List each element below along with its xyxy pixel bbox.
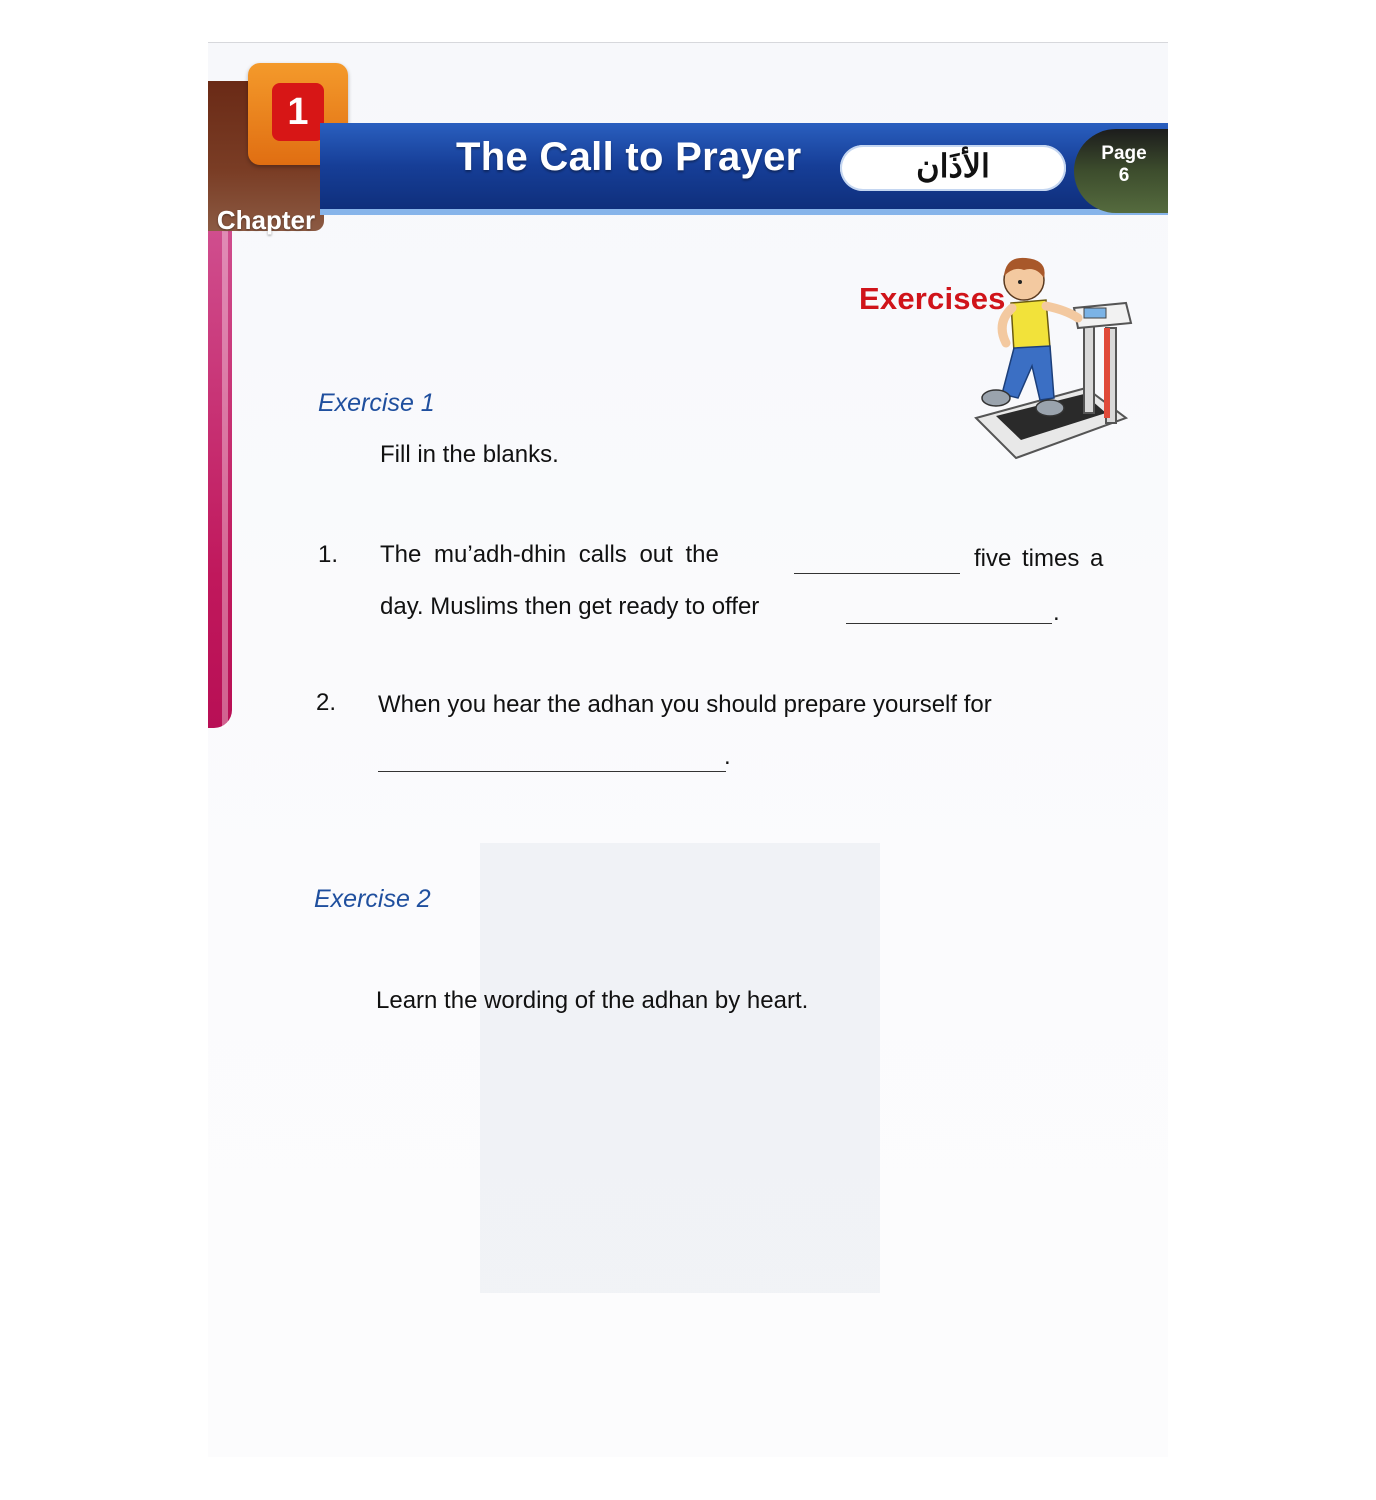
- question-1-text-end: day. Muslims then get ready to offer: [380, 593, 760, 620]
- bleed-through-shadow: [480, 843, 880, 1293]
- page-label: Page: [1101, 143, 1147, 164]
- exercise-1-instruction: Fill in the blanks.: [380, 441, 559, 468]
- workbook-page: [208, 42, 1168, 1457]
- boy-on-treadmill-icon: [966, 248, 1136, 468]
- arabic-title: الأذَان: [916, 147, 990, 185]
- page-number: 6: [1118, 165, 1130, 186]
- side-accent-bar: [208, 223, 232, 728]
- question-2-period: .: [724, 743, 731, 770]
- chapter-title: The Call to Prayer: [456, 135, 802, 179]
- question-1-number: 1.: [318, 541, 339, 568]
- exercise-1-title: Exercise 1: [318, 389, 435, 417]
- page-number-label: [1074, 143, 1168, 187]
- question-1-text-middle: five times a: [974, 545, 1104, 572]
- question-2-number: 2.: [316, 689, 337, 716]
- exercises-heading: Exercises: [859, 281, 1006, 316]
- chapter-label: Chapter: [216, 205, 316, 235]
- question-1-blank-a[interactable]: [794, 573, 960, 574]
- question-2-blank[interactable]: [378, 771, 726, 772]
- chapter-number: 1: [272, 83, 324, 141]
- question-1-blank-b[interactable]: [846, 623, 1052, 624]
- question-1-text-start: The mu’adh-dhin calls out the: [380, 541, 719, 568]
- exercise-2-instruction: Learn the wording of the adhan by heart.: [376, 987, 809, 1014]
- arabic-title-pill: [840, 145, 1066, 191]
- exercise-2-title: Exercise 2: [314, 885, 431, 913]
- question-2-text: When you hear the adhan you should prepare yourself for: [378, 691, 992, 718]
- question-1-period: .: [1053, 599, 1060, 626]
